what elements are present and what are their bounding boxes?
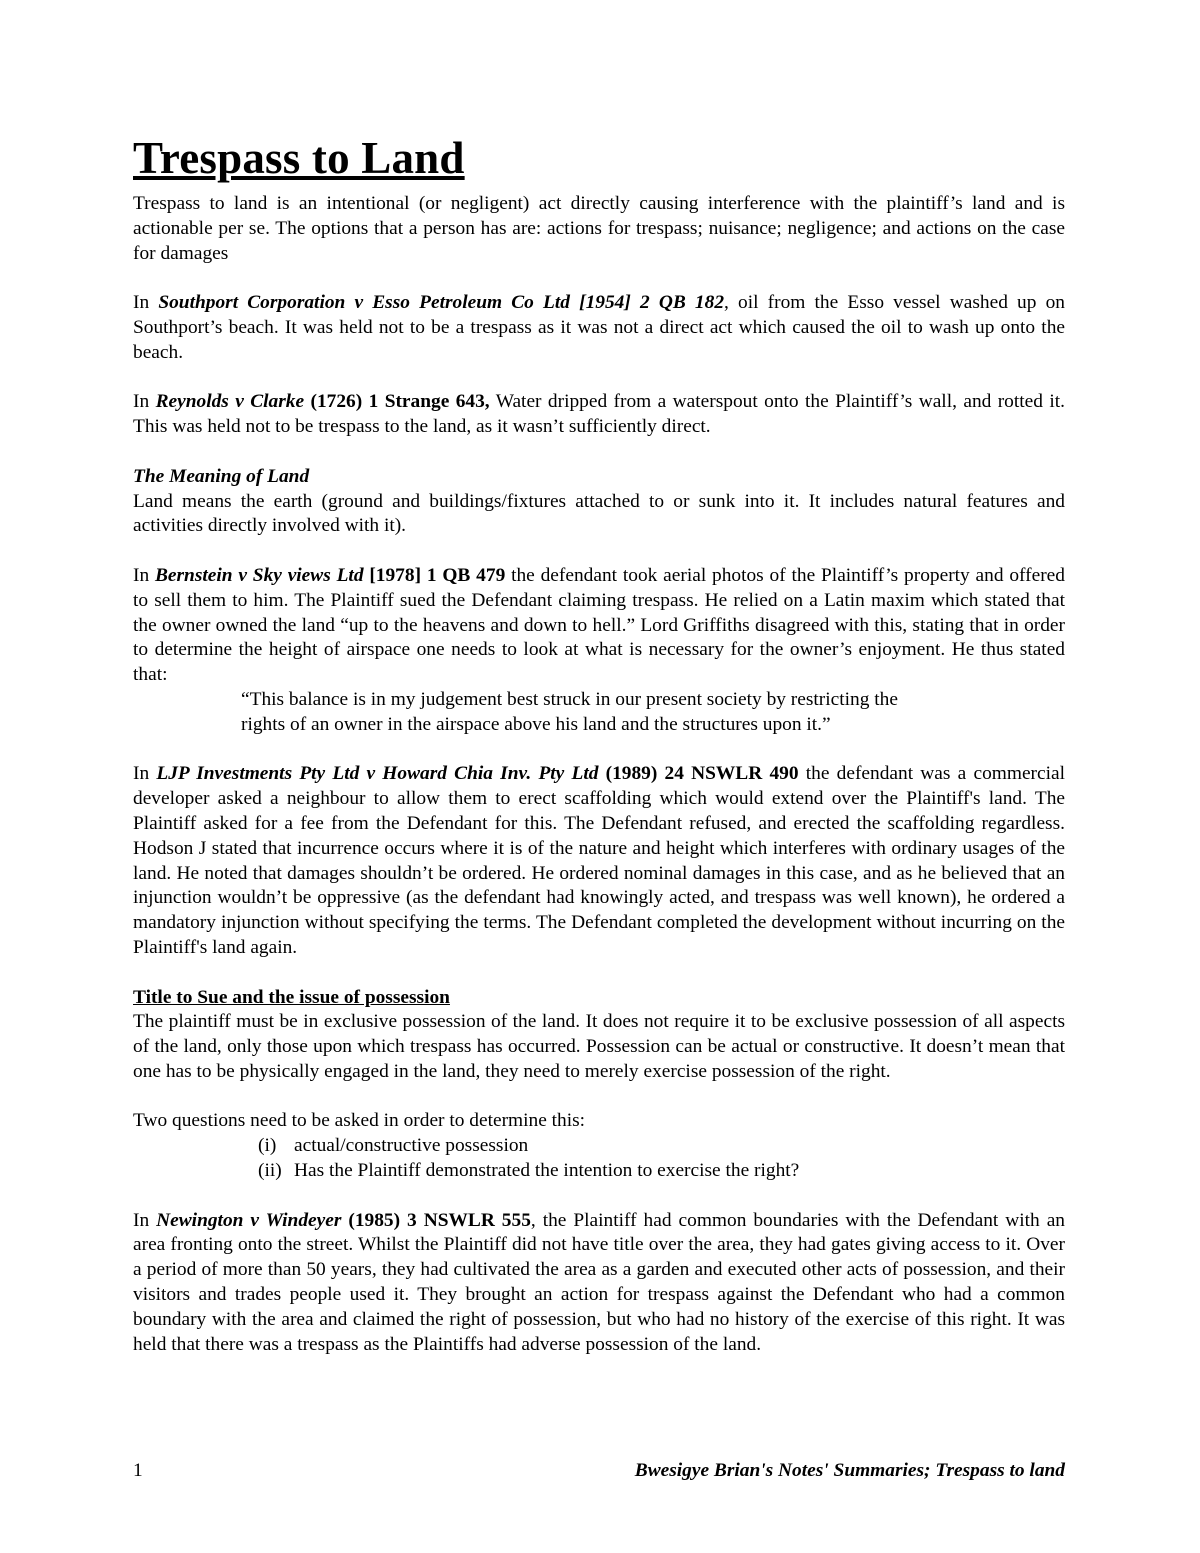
bernstein-citation: [1978] 1 QB 479 [363, 564, 506, 586]
bernstein-paragraph [133, 564, 1065, 688]
southport-case-name: Southport Corporation v Esso Petroleum Co Ltd [1954] 2 QB 182 [158, 292, 725, 314]
bernstein-quote-line-2: rights of an owner in the airspace above his land and the structures upon it.” [241, 713, 831, 735]
page-number: 1 [133, 1460, 143, 1481]
newington-prefix: In [133, 1209, 157, 1231]
bernstein-case-name: Bernstein v Sky views Ltd [154, 564, 364, 586]
newington-citation: (1985) 3 NSWLR 555 [341, 1209, 531, 1231]
title-to-sue-heading: Title to Sue and the issue of possession [133, 986, 450, 1008]
reynolds-text: Water dripped from a waterspout onto the Plaintiff’s wall, and rotted it. This was held not to be trespass to the land, as it wasn’t sufficiently direct. [133, 391, 1065, 438]
southport-text: , oil from the Esso vessel washed up on Southport’s beach. It was held not to be a trespass as it was not a direct act which caused the oil to wash up onto the beach. [133, 292, 1065, 363]
list-item-text: actual/constructive possession [294, 1135, 529, 1157]
footer-text: Bwesigye Brian's Notes' Summaries; Trespass to land [634, 1460, 1065, 1481]
title-to-sue-paragraph: The plaintiff must be in exclusive possession of the land. It does not require it to be exclusive possession of all aspects of the land, only those upon which trespass has occurred. Possession can be actual or constructive. It doesn’t mean that one has to be physically engaged in the land, they need to merely exercise possession of the right. [133, 1011, 1065, 1082]
reynolds-prefix: In [133, 391, 156, 413]
southport-prefix: In [133, 292, 159, 314]
list-item-number: (i) [258, 1135, 277, 1157]
list-item [258, 1159, 1065, 1184]
list-item-number: (ii) [258, 1160, 282, 1182]
southport-paragraph [133, 291, 1065, 365]
ljp-text: the defendant was a commercial developer asked a neighbour to allow them to erect scaffolding which would extend over the Plaintiff's land. The Plaintiff asked for a fee from the Defendant for this. The Defendant refused, and erected the scaffolding regardless. Hodson J stated that incurrence occurs where it is of the nature and height which interferes with ordinary usages of the land. He noted that damages shouldn’t be ordered. He ordered nominal damages in this case, and as he believed that an injunction wouldn’t be oppressive (as the defendant had knowingly acted, and trespass was well known), he ordered a mandatory injunction without specifying the terms. The Defendant completed the development without incurring on the Plaintiff's land again. [133, 763, 1065, 958]
meaning-heading: The Meaning of Land [133, 465, 310, 487]
bernstein-prefix: In [133, 564, 155, 586]
newington-paragraph [133, 1209, 1065, 1358]
bernstein-text: the defendant took aerial photos of the Plaintiff’s property and offered to sell them to him. The Plaintiff sued the Defendant claiming trespass. He relied on a Latin maxim which stated that the owner owned the land “up to the heavens and down to hell.” Lord Griffiths disagreed with this, stating that in order to determine the height of airspace one needs to look at what is necessary for the owner’s enjoyment. He thus stated that: [133, 564, 1065, 686]
meaning-paragraph: Land means the earth (ground and buildings/fixtures attached to or sunk into it. It includes natural features and activities directly involved with it). [133, 490, 1065, 537]
newington-text: , the Plaintiff had common boundaries with the Defendant with an area fronting onto the street. Whilst the Plaintiff did not have title over the area, they had gates giving access to it. Over a period of more than 50 years, they had cultivated the area as a garden and executed other acts of possession, and their visitors and trades people used it. They brought an action for trespass against the Defendant who had a common boundary with the area and claimed the right of possession, but who had no history of the exercise of this right. It was held that there was a trespass as the Plaintiffs had adverse possession of the land. [133, 1209, 1066, 1355]
ljp-prefix: In [133, 763, 157, 785]
ljp-paragraph [133, 762, 1065, 960]
ljp-citation: (1989) 24 NSWLR 490 [598, 763, 799, 785]
intro-paragraph: Trespass to land is an intentional (or negligent) act directly causing interference with the plaintiff’s land and is actionable per se. The options that a person has are: actions for trespass; nuisance; negligence; and actions on the case for damages [133, 193, 1065, 264]
questions-lead: Two questions need to be asked in order to determine this: [133, 1110, 586, 1132]
list-item [258, 1134, 1065, 1159]
list-item-text: Has the Plaintiff demonstrated the intention to exercise the right? [294, 1160, 800, 1182]
bernstein-quote-line-1: “This balance is in my judgement best struck in our present society by restricting the [241, 688, 898, 710]
reynolds-citation: (1726) 1 Strange 643, [304, 391, 490, 413]
document-page [133, 130, 1065, 1357]
questions-list [133, 1134, 1065, 1184]
reynolds-paragraph [133, 390, 1065, 440]
page-title: Trespass to Land [133, 133, 465, 183]
newington-case-name: Newington v Windeyer [156, 1209, 342, 1231]
ljp-case-name: LJP Investments Pty Ltd v Howard Chia Inv. Pty Ltd [156, 763, 599, 785]
reynolds-case-name: Reynolds v Clarke [155, 391, 305, 413]
